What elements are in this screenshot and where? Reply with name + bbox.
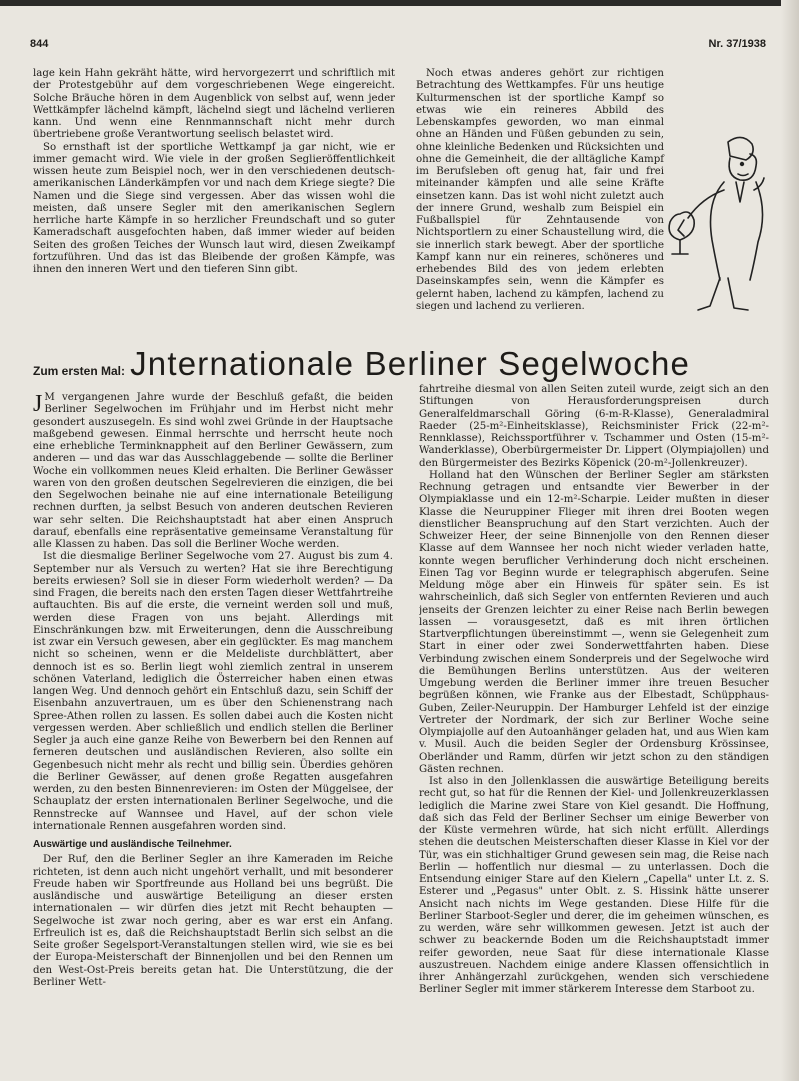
subheading: Auswärtige und ausländische Teilnehmer. [33,839,232,850]
article-right-column [419,384,769,1074]
scan-top-edge [0,0,799,6]
headline-prefix: Zum ersten Mal: [33,364,126,378]
paragraph: Ist die diesmalige Berliner Segelwoche vom 27. August bis zum 4. September nur als Versuch zu werten? Hat sie ihre Berechtigung bereits erwiesen? Soll sie in dieser Form wiederholt werden? — Da sind Fragen, die bereits nach den ersten Tagen dieser Wettfahrtreihe auftauchten. Bis auf die erste, die verneint werden soll und muß, werden diese Fragen von uns bejaht. Allerdings mit Einschränkungen bzw. mit Erweiterungen, denn die Ausschreibung ist zwar ein Versuch gewesen, aber ein geglückter. Es mag manchem nicht so scheinen, wenn er die Meldeliste durchblättert, aber dennoch ist es so. Berlin liegt wohl ziemlich zentral in unserem schönen Vaterland, lediglich die Österreicher haben einen etwas langen Weg. Und dennoch gehört ein Entschluß dazu, sein Schiff der Eisenbahn anzuvertrauen, um es über den Schienenstrang nach Spree-Athen rollen zu lassen. Es sollen dabei auch die Kosten nicht vergessen werden. Aber schließlich und endlich stellen die Berliner Segler ja auch eine ganze Reihe von Bewerbern bei den Rennen auf ferneren deutschen und ausländischen Revieren, also sollte ein Gegenbesuch nicht mehr als recht und billig sein. Überdies gehören die Berliner Gewässer, auf denen große Regatten ausgefahren werden, zu den besten Binnenrevieren: im Osten der Müggelsee, der Schauplatz der ersten internationalen Berliner Segelwoche, und die Rennstrecke auf Wannsee und Havel, auf der schon viele internationale Rennen ausgefahren worden sind. [33,551,393,832]
drop-cap: J [33,392,43,417]
article-headline [33,345,773,385]
page-header [30,38,766,54]
article-left-column [33,392,393,1072]
paragraph: lage kein Hahn gekräht hätte, wird hervorgezerrt und schriftlich mit der Protestgebühr auf dem vorgeschriebenen Wege eingereicht. Solche Bräuche hören in dem Augenblick von selbst auf, wenn jeder Wettkämpfer lächelnd kämpft, lächelnd siegt und lächelnd verlieren kann. Und wenn eine Rennmannschaft nicht mehr durch übertriebene große Verantwortung seelisch belastet wird. [33,68,395,141]
paragraph-text: M vergangenen Jahre wurde der Beschluß gefaßt, die beiden Berliner Segelwochen im Frühjahr und im Herbst nicht mehr gesondert auszusegeln. Es sind wohl zwei Gründe in der Hauptsache maßgebend gewesen. Einmal herrschte und herrscht heute noch eine erhebliche Terminknappheit auf den Berliner Gewässern, zum anderen — und das war das Ausschlaggebende — sollte die Berliner Woche ein vollkommen neues Kleid erhalten. Die Berliner Gewässer waren von den großen deutschen Segelrevieren die einzigen, die bei den Segelwochen beinahe nie auf eine internationale Beteiligung rechnen durften, ja selbst Besuch von anderen deutschen Revieren war sehr selten. Die Reichshauptstadt hat aber einen Anspruch darauf, ebenfalls eine repräsentative gemeinsame Veranstaltung für alle Klassen zu haben. Das soll die Berliner Woche werden. [33,392,393,550]
sailor-with-trophy-illustration [650,120,770,320]
scan-right-edge [781,0,799,1081]
page-number: 844 [30,38,49,50]
issue-number: Nr. 37/1938 [708,38,766,50]
paragraph: Ist also in den Jollenklassen die auswärtige Beteiligung bereits recht gut, so hat für die Rennen der Kiel- und Jollenkreuzerklassen lediglich die Marine zwei Stare von Kiel gesandt. Die Hoffnung, daß sich das Feld der Berliner Sechser um einige Bewerber von der Küste vermehren würde, hat sich nicht erfüllt. Allerdings stehen die deutschen Meisterschaften dieser Klasse in Kiel vor der Tür, was ein stichhaltiger Grund gewesen sein mag, die Reise nach Berlin — hoffentlich nur diesmal — zu unterlassen. Doch die Entsendung einiger Stare auf den Kielern „Capella" unter Lt. z. S. Esterer und „Pegasus" unter Oblt. z. S. Hissink hätte unserer Ansicht nach nichts im Wege gestanden. Diese Hilfe für die Berliner Starboot-Segler und derer, die im geheimen wünschen, es zu werden, wäre sehr willkommen gewesen. Jetzt ist auch der schwer zu beackernde Boden um die Reichshauptstadt immer reifer geworden, neue Saat für diese internationale Klasse auszustreuen. Nachdem einige andere Klassen offensichtlich in ihrer Anhängerzahl zurückgehen, wenden sich verschiedene Berliner Segler mit immer stärkerem Interesse dem Starboot zu. [419,776,769,996]
headline-title: Jnternationale Berliner Segelwoche [130,345,691,382]
paragraph: Noch etwas anderes gehört zur richtigen Betrachtung des Wettkampfes. Für uns heutige Kulturmenschen ist der sportliche Kampf so etwas wie ein reineres Abbild des Lebenskampfes geworden, wo man einmal ohne an Händen und Füßen gebunden zu sein, ohne kleinliche Bedenken und Rücksichten und ohne die Gemeinheit, die der alltägliche Kampf im Berufsleben oft genug hat, fair und frei miteinander kämpfen und alle seine Kräfte einsetzen kann. Das ist wohl nicht zuletzt auch der innere Grund, weshalb zum Beispiel ein Fußballspiel für Zehntausende von Nichtsportlern zu einer Schaustellung wird, die sie innerlich stark bewegt. Aber der sportliche Kampf kann nur ein reineres, schöneres und erhebendes Bild des von jedem erlebten Daseinskampfes sein, wenn die Kämpfer es gelernt haben, lachend zu kämpfen, lachend zu siegen und lachend zu verlieren. [416,68,664,312]
paragraph [33,392,393,551]
paragraph: So ernsthaft ist der sportliche Wettkampf ja gar nicht, wie er immer gemacht wird. Wie viele in der großen Seglieröffentlichkeit wissen heute zum Beispiel noch, wer in den verschiedenen deutsch-amerikanischen Länderkämpfen vor und nach dem Kriege siegte? Die Namen und die Siege sind vergessen. Aber das wissen wohl die meisten, daß unsere Segler mit den amerikanischen Seglern herrliche harte Kämpfe in so herzlicher Freundschaft und so guter Kameradschaft ausgefochten haben, daß immer wieder auf beiden Seiten des großen Teiches der Wunsch laut wird, diesen Zweikampf fortzuführen. Und das ist das Bleibende der großen Kämpfe, was ihnen den inneren Wert und den tieferen Sinn gibt. [33,141,395,275]
paragraph: fahrtreihe diesmal von allen Seiten zuteil wurde, zeigt sich an den Stiftungen von Herausforderungspreisen durch Generalfeldmarschall Göring (6-m-R-Klasse), Generaladmiral Raeder (25-m²-Einheitsklasse), Reichsminister Frick (22-m²-Rennklasse), Reichssportführer v. Tschammer und Osten (15-m²-Wanderklasse), Oberbürgermeister Dr. Lippert (Olympiajollen) und den Bürgermeister des Bezirks Köpenick (20-m²-Jollenkreuzer). [419,384,769,469]
paragraph: Holland hat den Wünschen der Berliner Segler am stärksten Rechnung getragen und entsandte vier Bewerber in der Olympiaklasse und ein 12-m²-Scharpie. Leider mußten in dieser Klasse die Neuruppiner Flieger mit ihren drei Booten wegen dienstlicher Beanspruchung auf den Start verzichten. Auch der Schweizer Heer, der seine Binnenjolle von den Rennen dieser Klasse auf dem Wannsee her noch nicht wieder verladen hatte, konnte wegen beruflicher Verhinderung doch nicht erscheinen. Einen Tag vor Beginn wurde er telegraphisch abgerufen. Seine Meldung möge aber ein Hinweis für später sein. Es ist wahrscheinlich, daß sich Segler von entfernten Revieren und auch jenseits der Grenzen leichter zu einer Reise nach Berlin bewegen lassen — vorausgesetzt, daß es mit ihren örtlichen Startverpflichtungen übereinstimmt —, wenn sie Gelegenheit zum Start in einer oder zwei Sonderwettfahrten haben. Diese Verbindung zwischen einem Sonderpreis und der Segelwoche wird die Bemühungen Berlins unterstützen. Aus der weiteren Umgebung werden die Berliner immer ihre treuen Besucher begrüßen können, wie Franke aus der Elbestadt, Schüpphaus-Guben, Zeiler-Neuruppin. Der Hamburger Lehfeld ist der einzige Vertreter der Nordmark, der sich zur Berliner Woche seine Olympiajolle auf den Autoanhänger geladen hat, und aus Wien kam v. Musil. Auch die beiden Segler der Ordensburg Krössinsee, Oberländer und Ramm, dürfen wir jetzt schon zu den ständigen Gästen rechnen. [419,469,769,775]
top-left-column [33,68,395,328]
paragraph: Der Ruf, den die Berliner Segler an ihre Kameraden im Reiche richteten, ist denn auch nicht ungehört verhallt, und mit besonderer Freude haben wir Sportfreunde aus Holland bei uns begrüßt. Die ausländische und auswärtige Beteiligung an dieser ersten internationalen — wir dürfen dies jetzt mit Recht behaupten — Segelwoche ist zwar noch gering, aber es war erst ein Anfang. Erfreulich ist es, daß die Reichshauptstadt Berlin sich selbst an die Seite großer Segelsport-Veranstaltungen stellen wird, wie sie es bei der Europa-Meisterschaft der Binnenjollen und bei den Rennen um den West-Ost-Preis bereits getan hat. Die Unterstützung, die der Berliner Wett- [33,854,393,988]
